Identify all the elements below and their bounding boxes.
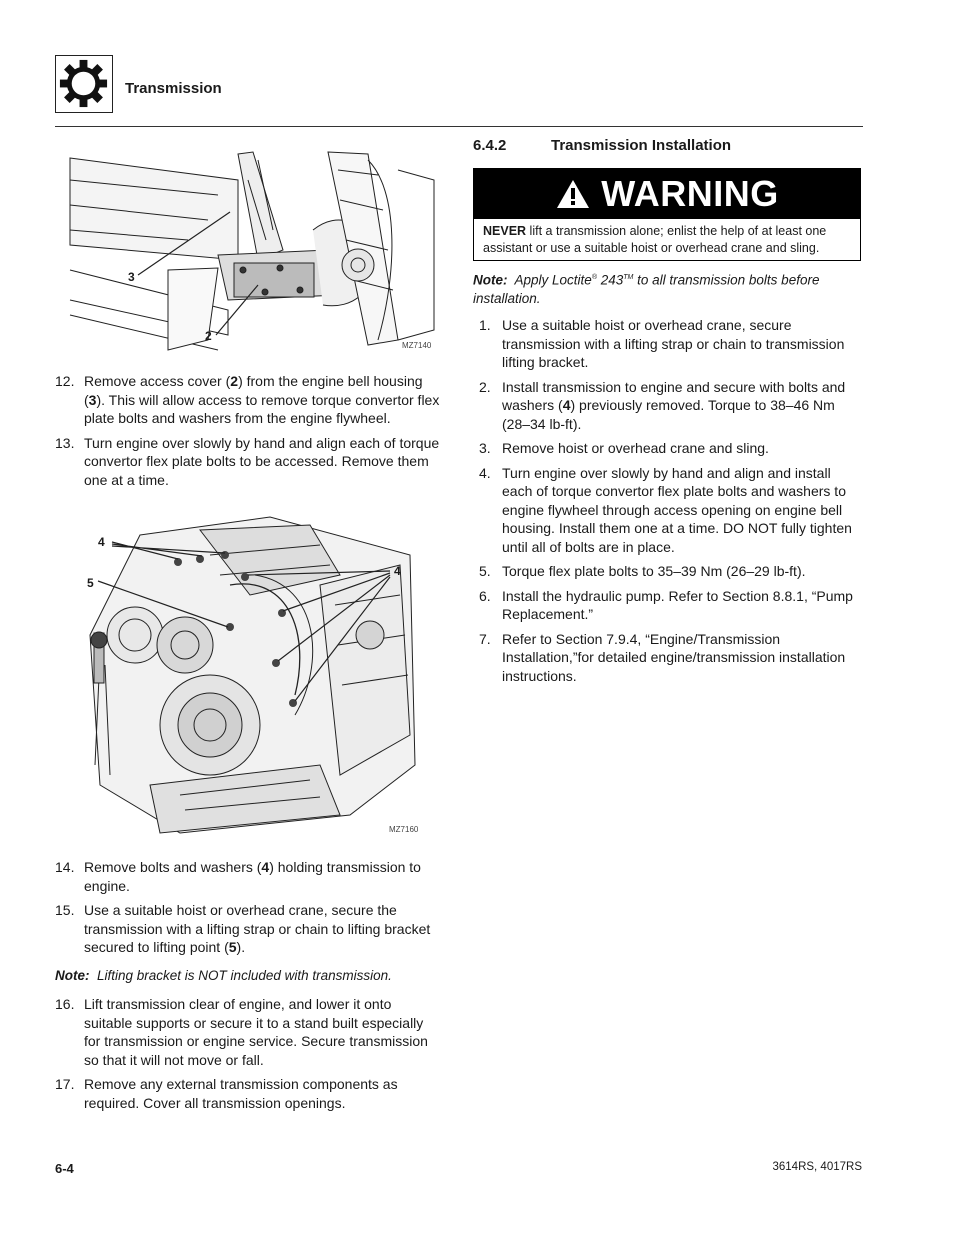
section-number: 6.4.2: [473, 137, 507, 154]
step-number: 14.: [55, 859, 75, 875]
removal-steps-12-13: [55, 372, 441, 495]
callout-5: 5: [87, 576, 94, 590]
note-label: Note:: [55, 968, 90, 983]
note-lifting-bracket: [55, 967, 445, 986]
step-number: 15.: [55, 902, 75, 918]
step-number: 17.: [55, 1076, 75, 1092]
figure-bell-housing: [68, 150, 436, 355]
step-number: 13.: [55, 434, 75, 451]
step-15: 15. Use a suitable hoist or overhead crane, secure the transmission with a lifting strap or chain to lifting bracket secured to lifting point (5).: [55, 902, 431, 955]
step-number: 7.: [479, 630, 491, 647]
section-title: Transmission Installation: [551, 137, 732, 154]
install-step-2: 2. Install transmission to engine and secure with bolts and washers (4) previously removed. Torque to 38–46 Nm (28–34 lb-ft).: [479, 378, 846, 432]
warning-triangle-icon: [555, 178, 591, 210]
header-title: Transmission: [125, 80, 222, 97]
header-gear-icon: [55, 55, 113, 113]
step-16: 16. Lift transmission clear of engine, and lower it onto suitable supports or secure it to a stand built especially for transmission or engine service. Secure transmission so that it will not move or fall.: [55, 996, 428, 1068]
callout-4-left: 4: [98, 535, 105, 549]
step-number: 4.: [479, 464, 491, 481]
warning-message: NEVER lift a transmission alone; enlist the help of at least one assistant or use a suitable hoist or overhead crane and sling.: [483, 224, 827, 255]
figure-code: MZ7140: [402, 341, 432, 350]
install-step-5: 5. Torque flex plate bolts to 35–39 Nm (26–29 lb-ft).: [479, 563, 806, 579]
transmission-illustration: [80, 515, 430, 837]
step-12: 12. Remove access cover (2) from the engine bell housing (3). This will allow access to remove torque convertor flex plate bolts and washers from the engine flywheel.: [55, 373, 440, 426]
callout-3: 3: [128, 270, 135, 284]
step-14: 14. Remove bolts and washers (4) holding transmission to engine.: [55, 859, 421, 894]
page-number: 6-4: [55, 1161, 74, 1176]
header-divider: [55, 126, 863, 127]
removal-steps-14-15: [55, 858, 441, 963]
install-step-4: 4. Turn engine over slowly by hand and align and install each of torque convertor flex plate bolts and washers to engine flywheel through access opening on engine bell housing. Install them one at a time. DO NOT fully tighten until all of bolts are in place.: [479, 464, 852, 555]
warning-banner: [474, 169, 860, 219]
bell-housing-illustration: [68, 150, 436, 355]
step-number: 3.: [479, 440, 491, 456]
callout-2: 2: [205, 329, 212, 343]
install-step-6: 6. Install the hydraulic pump. Refer to Section 8.8.1, “Pump Replacement.”: [479, 587, 853, 622]
callout-4-right: 4: [394, 564, 401, 578]
warning-word: WARNING: [601, 173, 779, 214]
note-text: Lifting bracket is NOT included with transmission.: [97, 968, 392, 983]
model-numbers: 3614RS, 4017RS: [772, 1161, 862, 1173]
install-step-1: 1. Use a suitable hoist or overhead crane, secure transmission with a lifting strap or chain to transmission lifting bracket.: [479, 317, 845, 370]
step-number: 6.: [479, 587, 491, 604]
gear-icon: [56, 56, 111, 111]
install-step-3: 3. Remove hoist or overhead crane and sling.: [479, 440, 769, 456]
step-17: 17. Remove any external transmission components as required. Cover all transmission openings.: [55, 1076, 398, 1111]
figure-code: MZ7160: [389, 825, 419, 834]
section-heading: [473, 137, 731, 154]
figure-transmission: [80, 515, 430, 837]
step-number: 12.: [55, 373, 75, 389]
warning-box: [473, 168, 861, 261]
installation-steps: [473, 316, 863, 691]
note-loctite: Note: Apply Loctite® 243™ to all transmission bolts before installation.: [473, 272, 820, 306]
step-number: 2.: [479, 378, 491, 395]
step-number: 16.: [55, 996, 75, 1012]
note-label: Note:: [473, 272, 508, 288]
step-number: 1.: [479, 317, 491, 333]
removal-steps-16-17: [55, 995, 441, 1118]
step-number: 5.: [479, 563, 491, 579]
install-step-7: 7. Refer to Section 7.9.4, “Engine/Transmission Installation,”for detailed engine/transmission installation instructions.: [479, 630, 846, 684]
step-13: 13. Turn engine over slowly by hand and align each of torque convertor flex plate bolts to be accessed. Remove them one at a time.: [55, 434, 440, 488]
